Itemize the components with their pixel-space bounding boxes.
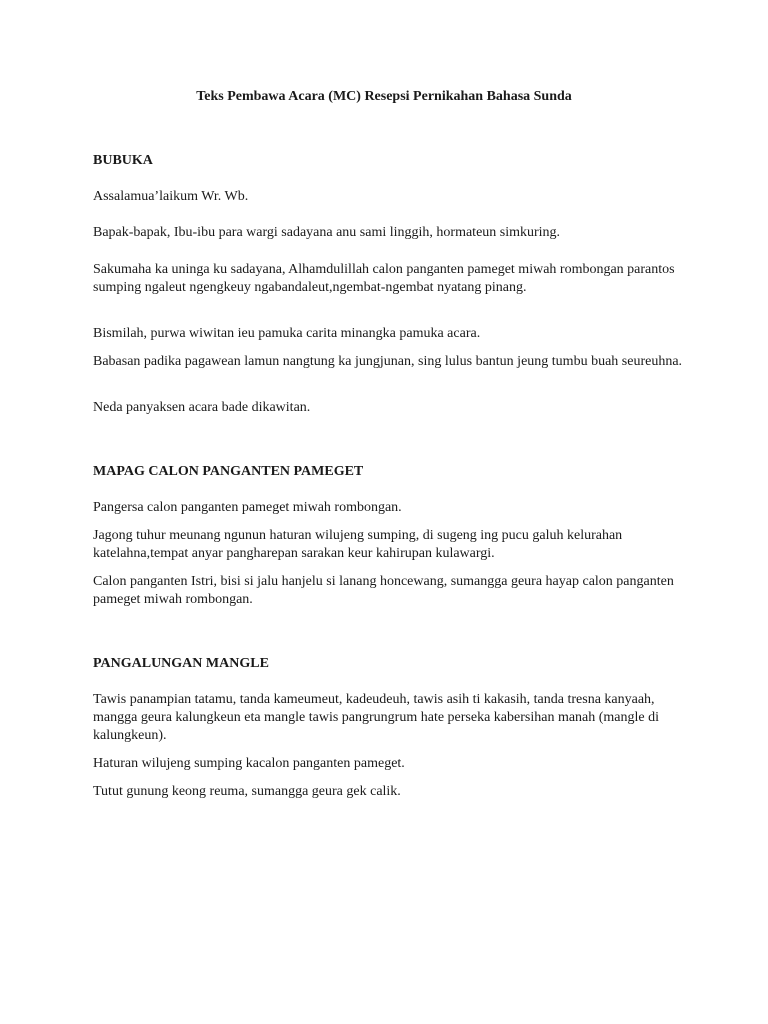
section-heading-bubuka: BUBUKA (93, 153, 153, 168)
paragraph: Sakumaha ka uninga ku sadayana, Alhamdulillah calon panganten pameget miwah rombongan parantos sumping ngaleut ngengkeuy ngabandaleut,ngembat-ngembat nyatang pinang. (93, 262, 675, 295)
paragraph: Tutut gunung keong reuma, sumangga geura gek calik. (93, 784, 401, 799)
paragraph: Assalamua’laikum Wr. Wb. (93, 189, 249, 204)
paragraph: Calon panganten Istri, bisi si jalu hanjelu si lanang honcewang, sumangga geura hayap calon panganten pameget miwah rombongan. (93, 574, 674, 607)
paragraph: Pangersa calon panganten pameget miwah rombongan. (93, 500, 402, 515)
paragraph: Bismilah, purwa wiwitan ieu pamuka carita minangka pamuka acara. (93, 326, 481, 341)
paragraph: Neda panyaksen acara bade dikawitan. (93, 400, 311, 415)
paragraph: Jagong tuhur meunang ngunun haturan wilujeng sumping, di sugeng ing pucu galuh kelurahan katelahna,tempat anyar pangharepan sarakan keur kahirupan kulawargi. (93, 528, 623, 561)
section-heading-pangalungan: PANGALUNGAN MANGLE (93, 656, 269, 671)
paragraph: Tawis panampian tatamu, tanda kameumeut, kadeudeuh, tawis asih ti kakasih, tanda tresna kanyaah, mangga geura kalungkeun eta mangle tawis pangrungrum hate perseka kabersihan manah (mangle di kalungkeun). (93, 692, 660, 743)
section-heading-mapag: MAPAG CALON PANGANTEN PAMEGET (93, 464, 364, 479)
paragraph: Haturan wilujeng sumping kacalon panganten pameget. (93, 756, 405, 771)
paragraph: Bapak-bapak, Ibu-ibu para wargi sadayana anu sami linggih, hormateun simkuring. (93, 225, 561, 240)
paragraph: Babasan padika pagawean lamun nangtung ka jungjunan, sing lulus bantun jeung tumbu buah seureuhna. (93, 354, 683, 369)
document-title: Teks Pembawa Acara (MC) Resepsi Pernikahan Bahasa Sunda (196, 89, 572, 104)
